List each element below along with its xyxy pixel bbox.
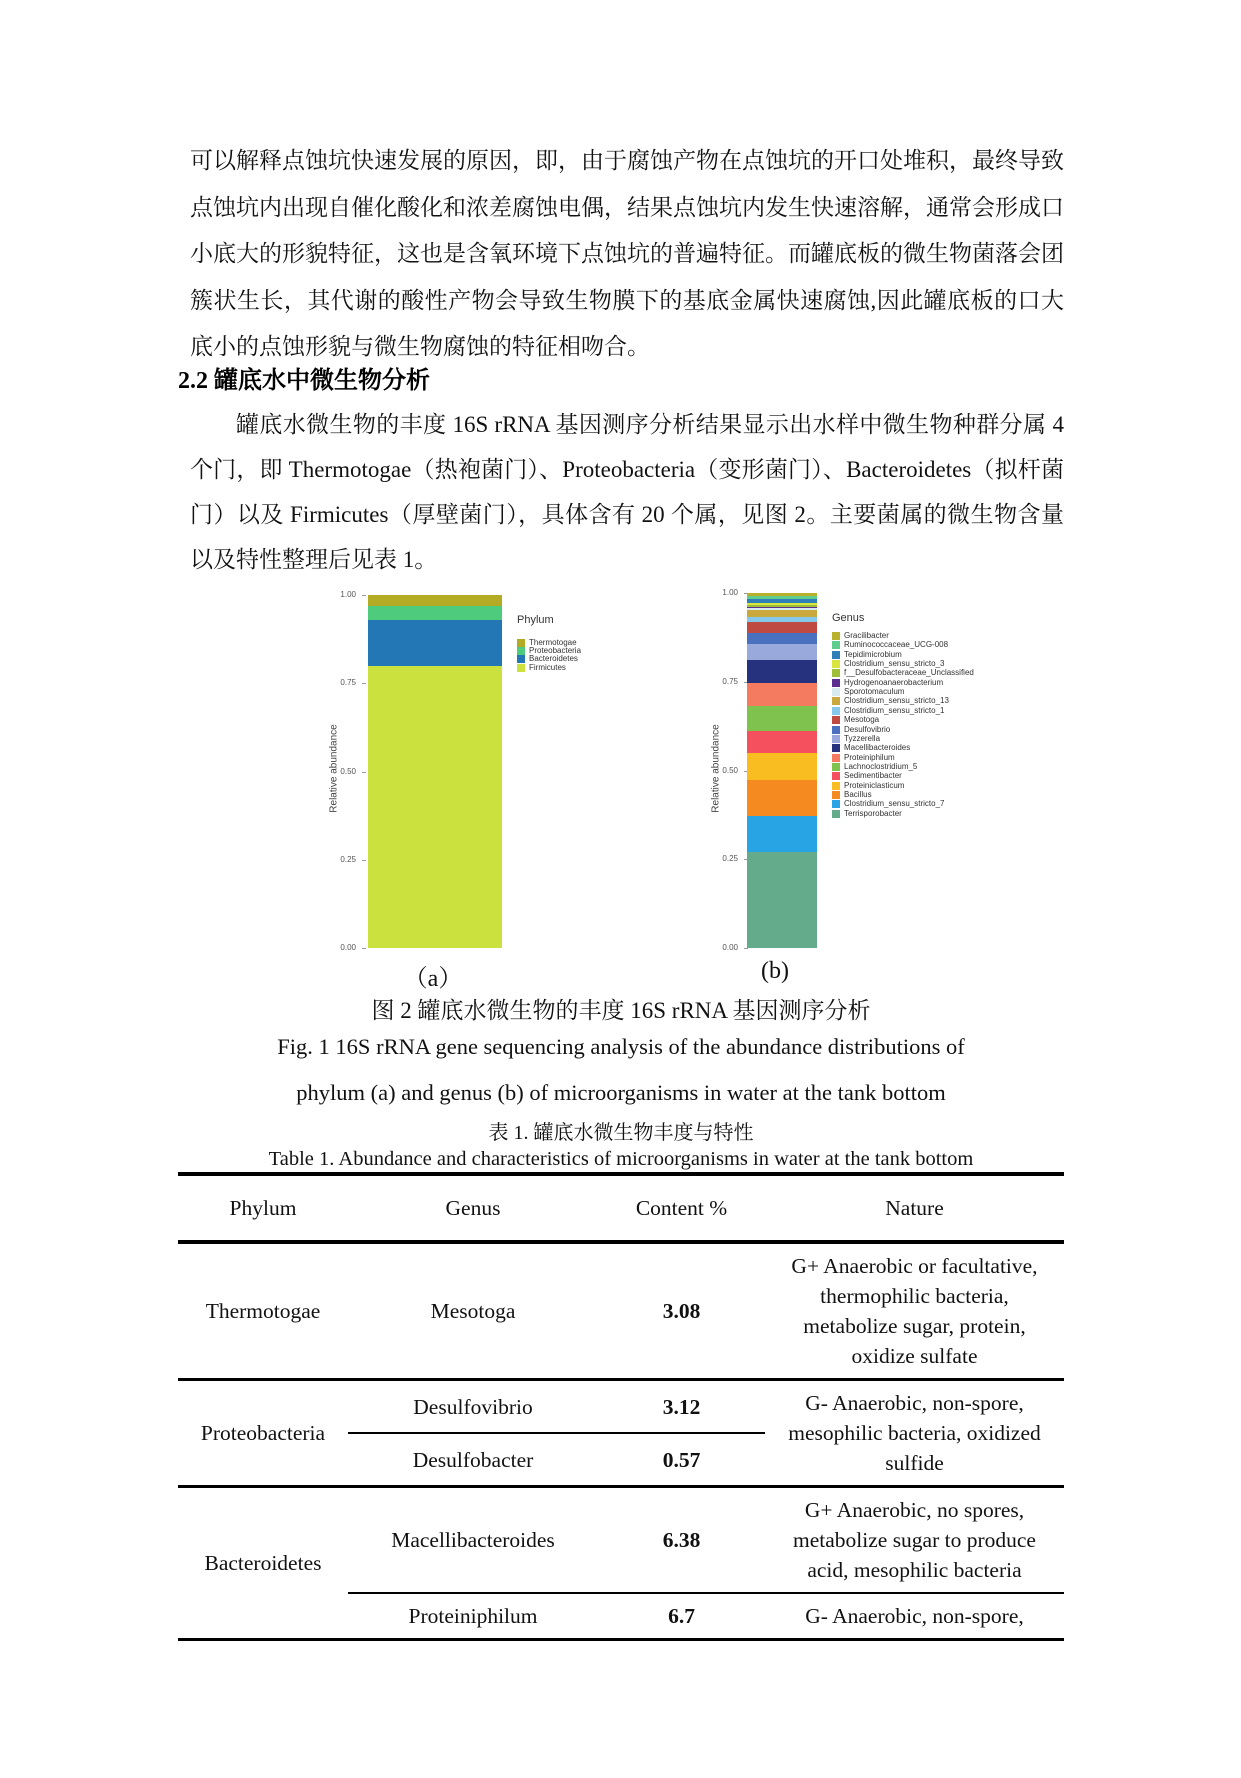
genus-cell: Desulfobacter (348, 1433, 598, 1487)
content-percent-cell: 3.08 (598, 1242, 765, 1380)
genus-cell: Mesotoga (348, 1242, 598, 1380)
bar-segment (747, 731, 817, 753)
bar-segment (368, 595, 502, 606)
legend-label: Proteiniclasticum (844, 780, 905, 790)
table-row (178, 1242, 1064, 1380)
legend-label: Sporotomaculum (844, 687, 905, 697)
legend-swatch (832, 791, 840, 799)
bar-segment (747, 610, 817, 617)
figure-caption-cn: 图 2 罐底水微生物的丰度 16S rRNA 基因测序分析 (371, 998, 871, 1023)
stacked-bar-b (747, 593, 817, 948)
panel-label-a: （a） (403, 966, 463, 992)
bar-segment (747, 633, 817, 644)
legend-label: Clostridium_sensu_stricto_13 (844, 696, 949, 706)
table-row (178, 1380, 1064, 1434)
legend-swatch (832, 679, 840, 687)
content-percent-cell: 0.57 (598, 1433, 765, 1487)
genus-cell: Desulfovibrio (348, 1380, 598, 1434)
y-tick-mark (362, 595, 366, 596)
legend-label: Terrisporobacter (844, 808, 902, 818)
legend-swatch (832, 782, 840, 790)
table-header-cell: Content % (598, 1174, 765, 1242)
legend-label: Desulfovibrio (844, 724, 891, 734)
y-tick-mark (362, 683, 366, 684)
panel-label-b: (b) (761, 958, 789, 984)
y-tick-mark (744, 948, 748, 949)
legend-swatch (832, 660, 840, 668)
legend-swatch (832, 688, 840, 696)
y-tick-mark (362, 772, 366, 773)
bar-segment (747, 753, 817, 780)
table-header-cell: Genus (348, 1174, 598, 1242)
legend-swatch (832, 810, 840, 818)
stacked-bar-a (368, 595, 502, 948)
content-percent-cell: 6.7 (598, 1593, 765, 1640)
legend-label: Clostridium_sensu_stricto_3 (844, 659, 945, 669)
table-row (178, 1487, 1064, 1594)
table-header-cell: Phylum (178, 1174, 348, 1242)
bar-segment (747, 622, 817, 633)
legend-swatch (517, 664, 525, 672)
y-axis-label: Relative abundance (328, 724, 340, 813)
legend-label: Thermotogae (529, 638, 577, 647)
bar-segment (368, 620, 502, 666)
table-caption-cn: 表 1. 罐底水微生物丰度与特性 (488, 1122, 754, 1144)
phylum-cell: Bacteroidetes (178, 1487, 348, 1640)
legend-label: Gracilibacter (844, 631, 889, 640)
paragraph-corrosion-discussion: 可以解释点蚀坑快速发展的原因，即，由于腐蚀产物在点蚀坑的开口处堆积，最终导致点蚀坑内出现自催化酸化和浓差腐蚀电偶，结果点蚀坑内发生快速溶解，通常会形成口小底大的形貌特征，这也是含氧环境下点蚀坑的普遍特征。而罐底板的微生物菌落会团簇状生长，其代谢的酸性产物会导致生物膜下的基底金属快速腐蚀,因此罐底板的口大底小的点蚀形貌与微生物腐蚀的特征相吻合。 (190, 148, 1064, 359)
legend-label: Firmicutes (529, 662, 566, 672)
content-percent-cell: 3.12 (598, 1380, 765, 1434)
bar-segment (747, 816, 817, 852)
legend-label: Mesotoga (844, 715, 880, 725)
bar-segment (747, 852, 817, 948)
y-tick-label: 0.00 (340, 943, 356, 952)
table-header (178, 1174, 1064, 1242)
legend-swatch (517, 647, 525, 655)
legend-swatch (832, 735, 840, 743)
figure-caption-en-line1: Fig. 1 16S rRNA gene sequencing analysis of the abundance distributions of (277, 1034, 965, 1059)
legend-title: Genus (832, 612, 865, 624)
y-tick-label: 0.75 (722, 676, 738, 686)
bar-segment (747, 660, 817, 683)
legend-swatch (832, 632, 840, 640)
legend-label: Clostridium_sensu_stricto_7 (844, 799, 945, 809)
legend-swatch (832, 772, 840, 780)
bar-segment (368, 666, 502, 948)
phylum-cell: Proteobacteria (178, 1380, 348, 1487)
legend-swatch (517, 639, 525, 647)
legend-swatch (832, 669, 840, 677)
legend-swatch (832, 763, 840, 771)
bar-segment (747, 644, 817, 660)
figure-caption-en-line2: phylum (a) and genus (b) of microorganisms in water at the tank bottom (296, 1080, 946, 1105)
y-tick-label: 0.25 (340, 854, 356, 864)
y-tick-label: 0.50 (340, 766, 356, 776)
legend-label: Macellibacteroides (844, 743, 911, 753)
bar-segment (747, 683, 817, 707)
legend-swatch (832, 744, 840, 752)
legend-label: f__Desulfobacteraceae_Unclassified (844, 668, 974, 678)
legend-item (517, 664, 566, 682)
legend-title: Phylum (517, 614, 554, 626)
legend-label: Ruminococcaceae_UCG-008 (844, 640, 949, 650)
legend-label: Bacteroidetes (529, 654, 578, 664)
legend-label: Sedimentibacter (844, 771, 902, 781)
phylum-cell: Thermotogae (178, 1242, 348, 1380)
nature-cell: G+ Anaerobic or facultative, thermophilic bacteria, metabolize sugar, protein, oxidize sulfate (765, 1242, 1064, 1380)
legend-swatch (832, 726, 840, 734)
bar-segment (747, 780, 817, 816)
y-axis-label: Relative abundance (710, 724, 722, 813)
legend-item (832, 810, 902, 828)
legend-label: Tepidimicrobium (844, 649, 902, 659)
nature-cell: G- Anaerobic, non-spore, (765, 1593, 1064, 1640)
nature-cell: G- Anaerobic, non-spore, mesophilic bacteria, oxidized sulfide (765, 1380, 1064, 1487)
legend-swatch (832, 641, 840, 649)
legend-swatch (832, 707, 840, 715)
legend-label: Tyzzerella (844, 733, 881, 743)
legend-label: Hydrogenoanaerobacterium (844, 677, 944, 687)
y-tick-label: 0.00 (722, 943, 738, 952)
legend-label: Proteiniphilum (844, 752, 895, 762)
bar-segment (747, 706, 817, 730)
legend-swatch (517, 655, 525, 663)
table-header-cell: Nature (765, 1174, 1064, 1242)
legend-swatch (832, 697, 840, 705)
y-tick-mark (362, 860, 366, 861)
abundance-table (178, 1172, 1064, 1641)
bar-segment (368, 606, 502, 620)
legend-swatch (832, 651, 840, 659)
legend-swatch (832, 716, 840, 724)
y-tick-label: 1.00 (340, 590, 356, 599)
legend-swatch (832, 754, 840, 762)
content-percent-cell: 6.38 (598, 1487, 765, 1594)
legend-label: Lachnoclostridium_5 (844, 761, 918, 771)
y-tick-label: 0.25 (722, 854, 738, 864)
genus-cell: Proteiniphilum (348, 1593, 598, 1640)
y-tick-label: 1.00 (722, 588, 738, 597)
legend-label: Bacillus (844, 789, 872, 799)
y-tick-mark (362, 948, 366, 949)
legend-label: Proteobacteria (529, 646, 582, 656)
y-tick-label: 0.75 (340, 678, 356, 688)
nature-cell: G+ Anaerobic, no spores, metabolize sugar to produce acid, mesophilic bacteria (765, 1487, 1064, 1594)
section-heading: 2.2 罐底水中微生物分析 (178, 368, 430, 394)
legend-label: Clostridium_sensu_stricto_1 (844, 705, 945, 715)
y-tick-label: 0.50 (722, 765, 738, 775)
paragraph-microbe-analysis: 罐底水微生物的丰度 16S rRNA 基因测序分析结果显示出水样中微生物种群分属 4 个门，即 Thermotogae（热袍菌门）、Proteobacteria（变形菌门）、Bacteroidetes（拟杆菌门）以及 Firmicutes（厚壁菌门），具体含有 20 个属，见图 2。主要菌属的微生物含量以及特性整理后见表 1。 (190, 412, 1064, 572)
genus-cell: Macellibacteroides (348, 1487, 598, 1594)
legend-swatch (832, 800, 840, 808)
table-caption-en: Table 1. Abundance and characteristics of microorganisms in water at the tank bottom (268, 1148, 974, 1170)
